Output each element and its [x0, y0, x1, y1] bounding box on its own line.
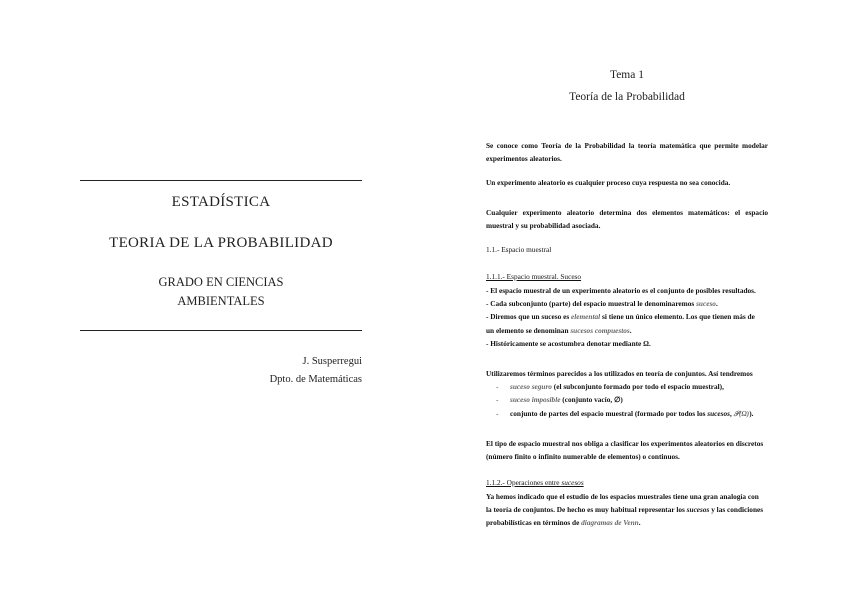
terms-item-text: conjunto de partes del espacio muestral (formado por todos los: [510, 408, 708, 418]
classify-line: El tipo de espacio muestral nos obliga a clasificar los experimentos aleatorios en discretos: [486, 439, 764, 448]
terms-item: [486, 407, 768, 420]
list-item-text: - Cada subconjunto (parte) del espacio muestral le denominaremos: [486, 299, 697, 309]
power-set-symbol: 𝒫(Ω): [733, 408, 750, 418]
term-sucesos: sucesos: [707, 408, 730, 418]
dash-bullet: -: [496, 395, 499, 405]
cover-top-rule: [80, 180, 362, 181]
author-name: J. Susperregui: [302, 356, 362, 367]
section-heading-1-1-2: [486, 476, 768, 489]
terms-paragraph: [486, 367, 768, 420]
list-item-continuation: [486, 324, 768, 337]
terms-item: [486, 393, 768, 406]
experiment-paragraph: Un experimento aleatorio es cualquier proceso cuya respuesta no sea conocida.: [486, 178, 731, 187]
cover-degree-line2: AMBIENTALES: [177, 294, 265, 308]
terms-intro: Utilizaremos términos parecidos a los utilizados en teoría de conjuntos. Así tendremos: [486, 369, 753, 378]
terms-item-text: (el subconjunto formado por todo el espacio muestral),: [551, 382, 724, 392]
chapter-number: Tema 1: [609, 69, 644, 81]
term-diagramas-venn: diagramas de Venn: [581, 518, 639, 528]
terms-item-text: ).: [749, 408, 754, 418]
cover-subject-title: ESTADÍSTICA: [171, 194, 271, 210]
cover-topic-title: TEORIA DE LA PROBABILIDAD: [109, 235, 333, 251]
term-elemental: elemental: [571, 312, 601, 322]
cover-degree-line1: GRADO EN CIENCIAS: [158, 275, 284, 289]
operations-line: [486, 516, 768, 529]
cover-degree: [80, 273, 362, 311]
list-item-text: si tiene un único elemento. Los que tienen más de: [600, 312, 755, 322]
list-item: - El espacio muestral de un experimento aleatorio es el conjunto de posibles resultados.: [486, 286, 756, 295]
section-heading-1-1: 1.1.- Espacio muestral: [486, 245, 552, 254]
operations-line: [486, 503, 768, 516]
list-item-text: .: [715, 299, 718, 309]
heading-term: sucesos: [561, 478, 584, 487]
operations-paragraph: [486, 490, 768, 530]
terms-item-text: (conjunto vacío, ∅): [560, 395, 623, 405]
list-item: [486, 310, 768, 323]
content-page: [424, 0, 848, 599]
dash-bullet: -: [496, 382, 499, 392]
elements-paragraph: Cualquier experimento aleatorio determina dos elementos matemáticos: el espacio muestral y su probabilidad asociada.: [486, 208, 768, 231]
heading-text: 1.1.2.- Operaciones entre: [486, 478, 562, 487]
terms-item: [486, 380, 768, 393]
classify-line: (número finito o infinito numerable de elementos) o continuos.: [486, 452, 680, 462]
classify-paragraph: [486, 437, 768, 463]
list-item-text: .: [629, 325, 632, 335]
chapter-title: Teoría de la Probabilidad: [569, 91, 685, 103]
section-heading-1-1-1: 1.1.1.- Espacio muestral. Suceso: [486, 272, 582, 281]
intro-paragraph: Se conoce como Teoría de la Probabilidad la teoría matemática que permite modelar experimentos aleatorios.: [486, 141, 768, 164]
cover-bottom-rule: [80, 330, 362, 331]
dash-bullet: -: [496, 408, 499, 418]
operations-text: la teoría de conjuntos. De hecho es muy habitual representar los: [486, 505, 687, 515]
term-suceso: suceso: [696, 299, 716, 309]
list-item-text: un elemento se denominan: [486, 325, 571, 335]
term-suceso-imposible: suceso imposible: [510, 395, 561, 405]
operations-line: Ya hemos indicado que el estudio de los espacios muestrales tiene una gran analogía con: [486, 492, 759, 501]
sample-space-list: [486, 284, 768, 350]
term-sucesos: sucesos: [686, 505, 710, 515]
terms-item-text: ,: [729, 408, 734, 418]
operations-text: probabilísticas en términos de: [486, 518, 582, 528]
author-department: Dpto. de Matemáticas: [269, 374, 362, 385]
list-item-text: - Diremos que un suceso es: [486, 312, 571, 322]
list-item: [486, 297, 768, 310]
term-suceso-seguro: suceso seguro: [510, 382, 552, 392]
operations-text: y las condiciones: [709, 505, 764, 515]
term-sucesos-compuestos: sucesos compuestos: [570, 325, 630, 335]
list-item: - Históricamente se acostumbra denotar mediante Ω.: [486, 338, 651, 348]
operations-text: .: [638, 518, 641, 528]
